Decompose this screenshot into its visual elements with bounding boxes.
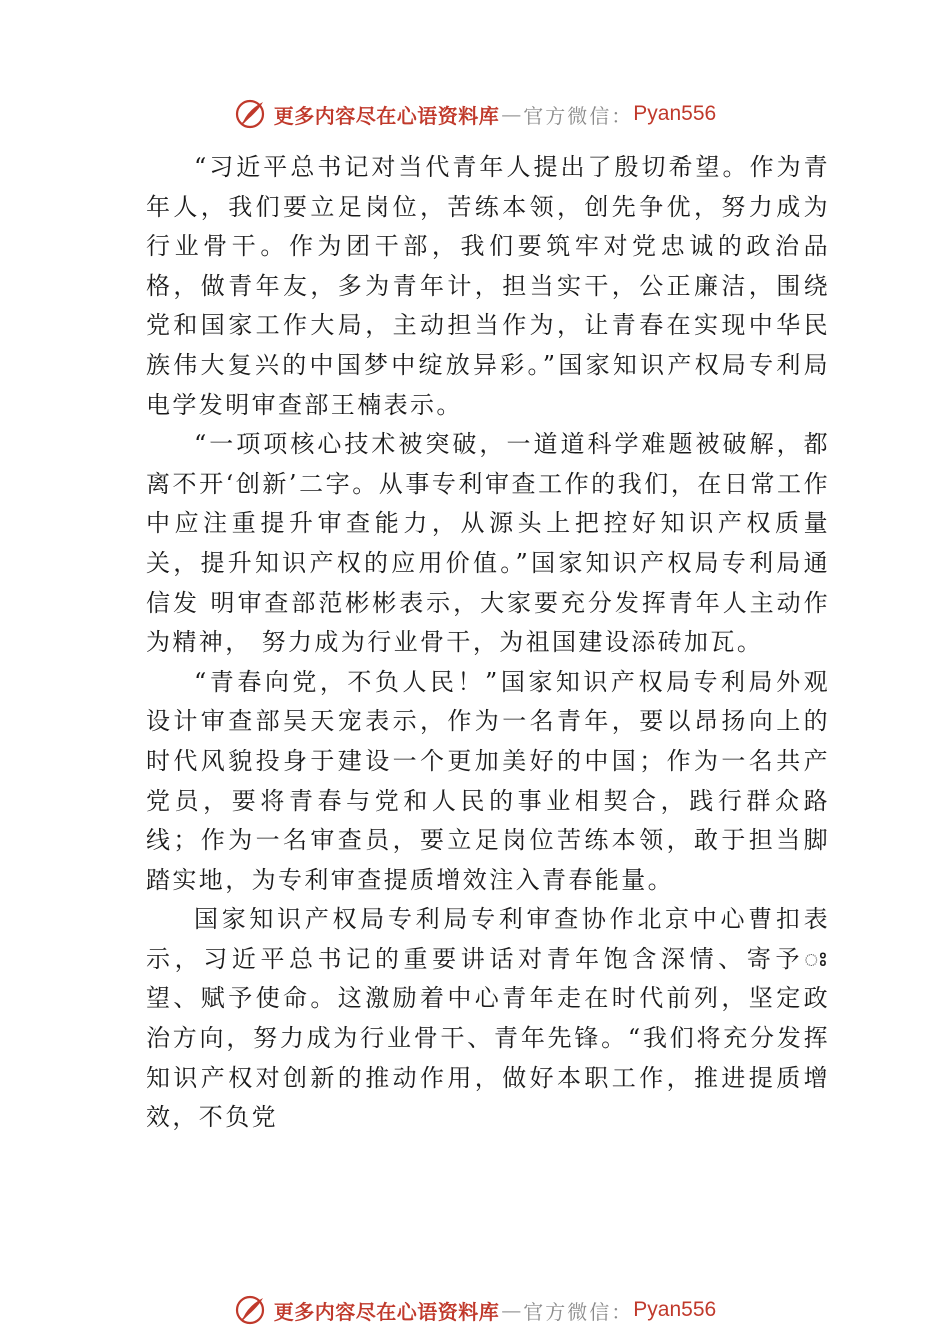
paragraph-2: “一项项核心技术被突破，一道道科学难题被破解，都离不开‘创新’二字。从事专利审查工作的我们，在日常工作中应注重提升审查能力，从源头上把控好知识产权质量关，提升知识产权的应用价值。”国家知识产权局专利局通信发 明审查部范彬彬表示，大家要充分发挥青年人主动作为精神， 努力成为行业骨干，为祖国建设添砖加瓦。	[146, 430, 830, 657]
header-banner	[0, 94, 950, 134]
footer-banner	[0, 1290, 950, 1330]
banner-dash: —	[501, 1298, 522, 1322]
banner-brand-text: 更多内容尽在心语资料库	[273, 1299, 500, 1324]
banner-dash: —	[501, 102, 522, 126]
feather-pen-logo-icon	[234, 1293, 268, 1327]
feather-pen-logo-icon	[234, 97, 268, 131]
paragraph-4: 国家知识产权局专利局专利审查协作北京中心曹扣表示，习近平总书记的重要讲话对青年饱含深情、寄予ꢁ望、赋予使命。这激励着中心青年走在时代前列，坚定政治方向，努力成为行业骨干、青年先锋。“我们将充分发挥知识产权对创新的推动作用，做好本职工作，推进提质增效，不负党	[146, 905, 830, 1132]
paragraph-3: “青春向党，不负人民！”国家知识产权局专利局外观设计审查部吴天宠表示，作为一名青年，要以昂扬向上的时代风貌投身于建设一个更加美好的中国；作为一名共产党员，要将青春与党和人民的事业相契合，践行群众路线；作为一名审查员，要立足岗位苦练本领，敢于担当脚踏实地，为专利审查提质增效注入青春能量。	[146, 667, 830, 894]
paragraph-1: “习近平总书记对当代青年人提出了殷切希望。作为青年人，我们要立足岗位，苦练本领，创先争优，努力成为行业骨干。作为团干部，我们要筑牢对党忠诚的政治品格，做青年友，多为青年计，担当实干，公正廉洁，围绕党和国家工作大局，主动担当作为，让青春在实现中华民族伟大复兴的中国梦中绽放异彩。”国家知识产权局专利局电学发明审查部王楠表示。	[146, 153, 830, 419]
banner-wechat-id: Pyan556	[633, 102, 717, 125]
banner-wechat-label: 官方微信：	[523, 103, 634, 128]
banner-brand-text: 更多内容尽在心语资料库	[273, 103, 500, 128]
banner-wechat-id: Pyan556	[633, 1298, 717, 1321]
banner-wechat-label: 官方微信：	[523, 1299, 634, 1324]
document-body	[146, 148, 830, 1138]
